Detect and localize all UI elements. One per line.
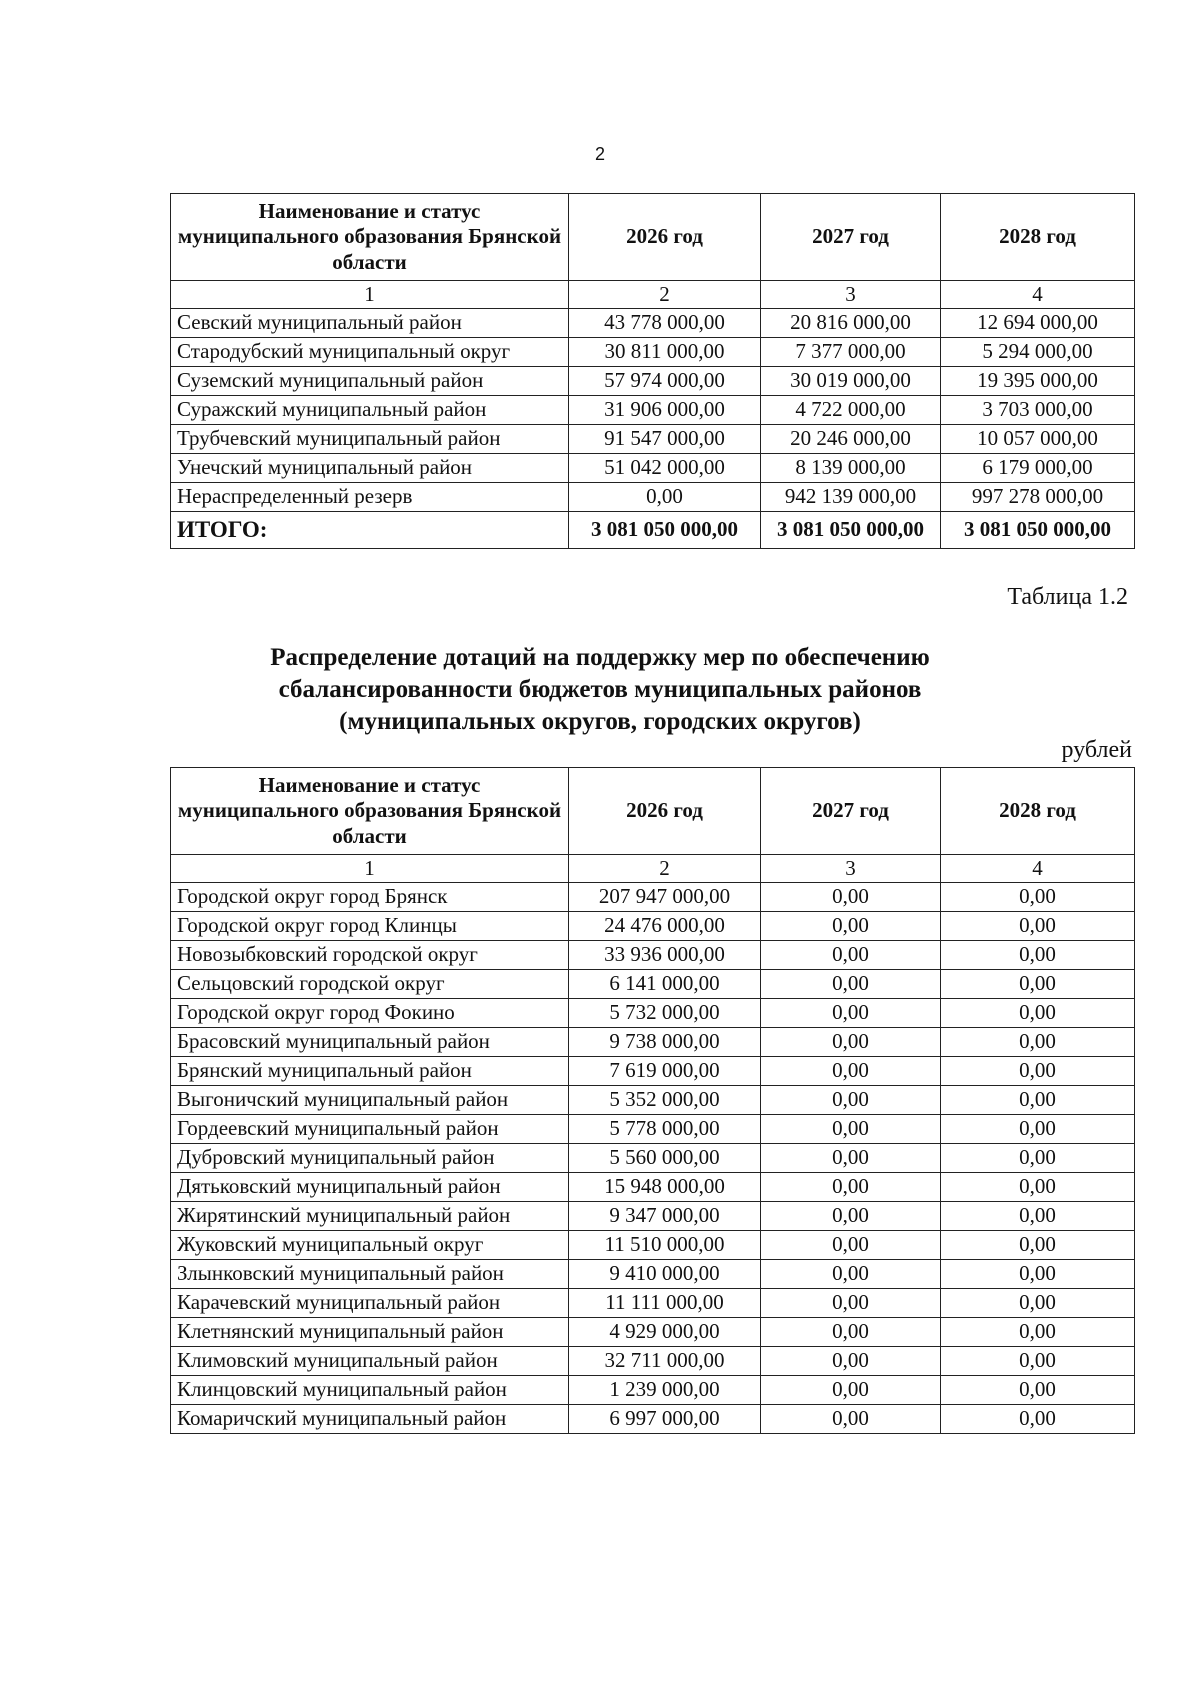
total-2027: 3 081 050 000,00 (761, 512, 941, 549)
amount-2026: 33 936 000,00 (569, 941, 761, 970)
amount-2027: 0,00 (761, 912, 941, 941)
amount-2028: 0,00 (941, 941, 1135, 970)
table-row (171, 999, 1135, 1028)
amount-2028: 0,00 (941, 1260, 1135, 1289)
municipality-name: Жуковский муниципальный округ (171, 1231, 569, 1260)
amount-2028: 6 179 000,00 (941, 454, 1135, 483)
amount-2027: 0,00 (761, 1318, 941, 1347)
table-title (0, 642, 1200, 737)
table-caption: Таблица 1.2 (1007, 584, 1128, 610)
table-row (171, 1028, 1135, 1057)
amount-2027: 20 246 000,00 (761, 425, 941, 454)
header-municipality: Наименование и статус муниципального образования Брянской области (171, 768, 569, 855)
amount-2028: 0,00 (941, 1376, 1135, 1405)
amount-2028: 10 057 000,00 (941, 425, 1135, 454)
municipality-name: Злынковский муниципальный район (171, 1260, 569, 1289)
header-2027: 2027 год (761, 768, 941, 855)
amount-2027: 8 139 000,00 (761, 454, 941, 483)
amount-2026: 91 547 000,00 (569, 425, 761, 454)
total-2028: 3 081 050 000,00 (941, 512, 1135, 549)
amount-2027: 20 816 000,00 (761, 309, 941, 338)
municipality-name: Трубчевский муниципальный район (171, 425, 569, 454)
amount-2027: 7 377 000,00 (761, 338, 941, 367)
amount-2028: 0,00 (941, 1115, 1135, 1144)
amount-2027: 0,00 (761, 1231, 941, 1260)
municipality-name: Гордеевский муниципальный район (171, 1115, 569, 1144)
municipality-name: Городской округ город Брянск (171, 883, 569, 912)
amount-2027: 942 139 000,00 (761, 483, 941, 512)
municipality-name: Городской округ город Клинцы (171, 912, 569, 941)
table-row (171, 1260, 1135, 1289)
amount-2026: 9 738 000,00 (569, 1028, 761, 1057)
header-2028: 2028 год (941, 194, 1135, 281)
amount-2026: 207 947 000,00 (569, 883, 761, 912)
table-header-row (171, 768, 1135, 855)
amount-2028: 0,00 (941, 1144, 1135, 1173)
amount-2026: 9 410 000,00 (569, 1260, 761, 1289)
municipality-name: Брасовский муниципальный район (171, 1028, 569, 1057)
column-number: 2 (569, 281, 761, 309)
header-2028: 2028 год (941, 768, 1135, 855)
table-row (171, 1289, 1135, 1318)
municipality-name: Суземский муниципальный район (171, 367, 569, 396)
table-row (171, 1347, 1135, 1376)
subsidy-distribution-table (170, 767, 1135, 1434)
table-row (171, 1115, 1135, 1144)
amount-2028: 5 294 000,00 (941, 338, 1135, 367)
table-row (171, 941, 1135, 970)
municipality-name: Комаричский муниципальный район (171, 1405, 569, 1434)
title-line: (муниципальных округов, городских округов) (339, 707, 861, 735)
amount-2027: 0,00 (761, 999, 941, 1028)
amount-2028: 0,00 (941, 1057, 1135, 1086)
title-line: Распределение дотаций на поддержку мер по обеспечению (270, 644, 930, 671)
amount-2027: 4 722 000,00 (761, 396, 941, 425)
page-number: 2 (594, 144, 605, 164)
municipality-name: Клинцовский муниципальный район (171, 1376, 569, 1405)
amount-2027: 0,00 (761, 1376, 941, 1405)
column-number: 1 (171, 855, 569, 883)
header-municipality: Наименование и статус муниципального образования Брянской области (171, 194, 569, 281)
table-row (171, 309, 1135, 338)
municipality-name: Стародубский муниципальный округ (171, 338, 569, 367)
amount-2026: 11 111 000,00 (569, 1289, 761, 1318)
amount-2026: 6 997 000,00 (569, 1405, 761, 1434)
amount-2027: 30 019 000,00 (761, 367, 941, 396)
amount-2028: 0,00 (941, 1173, 1135, 1202)
municipality-name: Карачевский муниципальный район (171, 1289, 569, 1318)
column-number: 1 (171, 281, 569, 309)
amount-2026: 1 239 000,00 (569, 1376, 761, 1405)
municipality-name: Дятьковский муниципальный район (171, 1173, 569, 1202)
municipality-name: Брянский муниципальный район (171, 1057, 569, 1086)
column-number-row (171, 855, 1135, 883)
table-header-row (171, 194, 1135, 281)
municipality-name: Клетнянский муниципальный район (171, 1318, 569, 1347)
amount-2026: 30 811 000,00 (569, 338, 761, 367)
table-row (171, 1318, 1135, 1347)
amount-2027: 0,00 (761, 941, 941, 970)
amount-2028: 0,00 (941, 1289, 1135, 1318)
amount-2026: 5 732 000,00 (569, 999, 761, 1028)
amount-2026: 43 778 000,00 (569, 309, 761, 338)
amount-2026: 0,00 (569, 483, 761, 512)
amount-2027: 0,00 (761, 1260, 941, 1289)
amount-2028: 0,00 (941, 1318, 1135, 1347)
table-row (171, 1405, 1135, 1434)
amount-2027: 0,00 (761, 970, 941, 999)
header-2027: 2027 год (761, 194, 941, 281)
municipality-name: Дубровский муниципальный район (171, 1144, 569, 1173)
column-number: 4 (941, 281, 1135, 309)
title-line: сбалансированности бюджетов муниципальных районов (278, 675, 922, 703)
amount-2028: 0,00 (941, 1405, 1135, 1434)
table-row (171, 1231, 1135, 1260)
table-row (171, 396, 1135, 425)
header-2026: 2026 год (569, 768, 761, 855)
table-row (171, 338, 1135, 367)
column-number: 2 (569, 855, 761, 883)
column-number: 4 (941, 855, 1135, 883)
amount-2027: 0,00 (761, 1289, 941, 1318)
amount-2028: 0,00 (941, 1231, 1135, 1260)
table-row (171, 1376, 1135, 1405)
municipality-name: Суражский муниципальный район (171, 396, 569, 425)
table-row (171, 367, 1135, 396)
table-row (171, 1173, 1135, 1202)
municipality-name: Сельцовский городской округ (171, 970, 569, 999)
amount-2028: 0,00 (941, 912, 1135, 941)
subsidy-table-continued (170, 193, 1135, 549)
total-2026: 3 081 050 000,00 (569, 512, 761, 549)
amount-2027: 0,00 (761, 1173, 941, 1202)
table-row (171, 425, 1135, 454)
table-row (171, 1086, 1135, 1115)
amount-2026: 5 778 000,00 (569, 1115, 761, 1144)
total-row (171, 512, 1135, 549)
municipality-name: Унечский муниципальный район (171, 454, 569, 483)
amount-2027: 0,00 (761, 1347, 941, 1376)
table-row (171, 454, 1135, 483)
amount-2028: 0,00 (941, 1202, 1135, 1231)
amount-2027: 0,00 (761, 1057, 941, 1086)
municipality-name: Городской округ город Фокино (171, 999, 569, 1028)
municipality-name: Выгоничский муниципальный район (171, 1086, 569, 1115)
units-label: рублей (1061, 737, 1132, 763)
amount-2027: 0,00 (761, 1405, 941, 1434)
header-2026: 2026 год (569, 194, 761, 281)
amount-2028: 0,00 (941, 1347, 1135, 1376)
amount-2026: 32 711 000,00 (569, 1347, 761, 1376)
amount-2026: 15 948 000,00 (569, 1173, 761, 1202)
amount-2026: 57 974 000,00 (569, 367, 761, 396)
amount-2026: 11 510 000,00 (569, 1231, 761, 1260)
total-label: ИТОГО: (171, 512, 569, 549)
amount-2028: 0,00 (941, 999, 1135, 1028)
municipality-name: Севский муниципальный район (171, 309, 569, 338)
amount-2026: 5 560 000,00 (569, 1144, 761, 1173)
amount-2026: 51 042 000,00 (569, 454, 761, 483)
amount-2026: 5 352 000,00 (569, 1086, 761, 1115)
table-row (171, 883, 1135, 912)
amount-2026: 31 906 000,00 (569, 396, 761, 425)
amount-2028: 0,00 (941, 970, 1135, 999)
column-number: 3 (761, 855, 941, 883)
table-row (171, 1144, 1135, 1173)
table-row (171, 912, 1135, 941)
amount-2026: 4 929 000,00 (569, 1318, 761, 1347)
amount-2028: 3 703 000,00 (941, 396, 1135, 425)
municipality-name: Нераспределенный резерв (171, 483, 569, 512)
amount-2027: 0,00 (761, 1202, 941, 1231)
column-number-row (171, 281, 1135, 309)
municipality-name: Новозыбковский городской округ (171, 941, 569, 970)
amount-2027: 0,00 (761, 1144, 941, 1173)
amount-2028: 0,00 (941, 1028, 1135, 1057)
table-row (171, 1057, 1135, 1086)
column-number: 3 (761, 281, 941, 309)
amount-2027: 0,00 (761, 1086, 941, 1115)
amount-2027: 0,00 (761, 1028, 941, 1057)
amount-2028: 12 694 000,00 (941, 309, 1135, 338)
table-row (171, 483, 1135, 512)
amount-2028: 19 395 000,00 (941, 367, 1135, 396)
municipality-name: Жирятинский муниципальный район (171, 1202, 569, 1231)
amount-2028: 0,00 (941, 883, 1135, 912)
amount-2026: 6 141 000,00 (569, 970, 761, 999)
table-row (171, 970, 1135, 999)
amount-2028: 0,00 (941, 1086, 1135, 1115)
amount-2027: 0,00 (761, 1115, 941, 1144)
amount-2027: 0,00 (761, 883, 941, 912)
municipality-name: Климовский муниципальный район (171, 1347, 569, 1376)
table-row (171, 1202, 1135, 1231)
amount-2026: 24 476 000,00 (569, 912, 761, 941)
amount-2026: 7 619 000,00 (569, 1057, 761, 1086)
amount-2026: 9 347 000,00 (569, 1202, 761, 1231)
amount-2028: 997 278 000,00 (941, 483, 1135, 512)
